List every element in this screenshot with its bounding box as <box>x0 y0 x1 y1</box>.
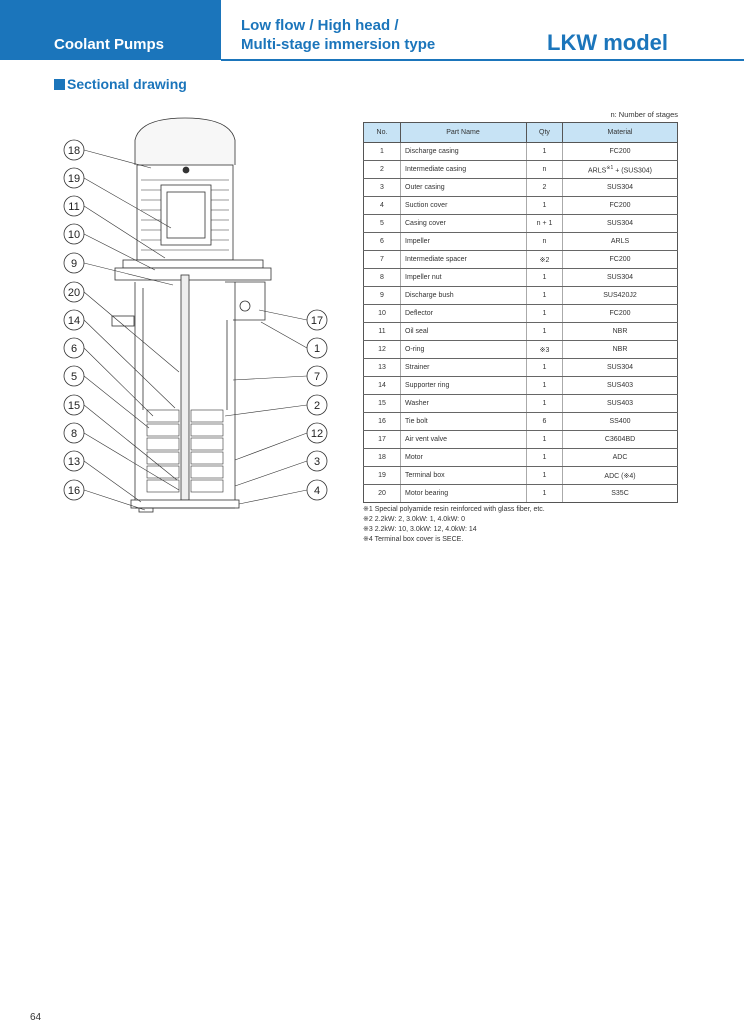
cell-qty: 1 <box>527 287 563 305</box>
sectional-drawing <box>55 110 345 520</box>
cell-no: 9 <box>364 287 401 305</box>
cell-material: SUS403 <box>563 377 678 395</box>
cell-no: 8 <box>364 269 401 287</box>
table-row <box>364 269 678 287</box>
cell-material: FC200 <box>563 143 678 161</box>
header-rule <box>221 59 744 61</box>
callout-label: 18 <box>67 145 81 157</box>
cell-name: Discharge bush <box>401 287 527 305</box>
header-model: LKW model <box>547 30 668 55</box>
table-row <box>364 467 678 485</box>
cell-no: 20 <box>364 485 401 503</box>
table-row <box>364 485 678 503</box>
callout-label: 6 <box>70 343 78 355</box>
callout-label: 15 <box>67 400 81 412</box>
table-row <box>364 377 678 395</box>
table-row <box>364 341 678 359</box>
page-header <box>0 0 744 60</box>
parts-table <box>363 122 678 503</box>
table-row <box>364 143 678 161</box>
table-row <box>364 215 678 233</box>
cell-material: SUS304 <box>563 215 678 233</box>
cell-no: 16 <box>364 413 401 431</box>
callout-label: 10 <box>67 229 81 241</box>
callout-label: 11 <box>68 201 80 213</box>
cell-qty: 1 <box>527 377 563 395</box>
callout-label: 17 <box>310 315 324 327</box>
footnote: ※1 Special polyamide resin reinforced with glass fiber, etc. <box>363 506 545 513</box>
square-bullet-icon <box>54 79 65 90</box>
cell-qty: 1 <box>527 323 563 341</box>
cell-material: SUS304 <box>563 269 678 287</box>
header-qty: Qty <box>527 123 563 143</box>
cell-material: FC200 <box>563 305 678 323</box>
callout-label: 9 <box>70 258 78 270</box>
callout-label: 12 <box>310 428 324 440</box>
cell-qty: 1 <box>527 269 563 287</box>
cell-qty: n <box>527 161 563 179</box>
cell-name: Suction cover <box>401 197 527 215</box>
cell-qty: 1 <box>527 143 563 161</box>
callout-label: 16 <box>67 485 81 497</box>
section-title-text: Sectional drawing <box>67 76 187 92</box>
cell-qty: 1 <box>527 197 563 215</box>
table-row <box>364 251 678 269</box>
cell-no: 19 <box>364 467 401 485</box>
header-subtitle-line2: Multi-stage immersion type <box>241 36 436 53</box>
cell-material: SUS403 <box>563 395 678 413</box>
cell-no: 15 <box>364 395 401 413</box>
callout-label: 19 <box>67 173 81 185</box>
callout-label: 1 <box>313 343 321 355</box>
callout-label: 3 <box>313 456 321 468</box>
cell-material: FC200 <box>563 251 678 269</box>
cell-qty: 1 <box>527 359 563 377</box>
cell-name: Motor <box>401 449 527 467</box>
cell-qty: n + 1 <box>527 215 563 233</box>
table-row <box>364 197 678 215</box>
header-material: Material <box>563 123 678 143</box>
cell-name: Motor bearing <box>401 485 527 503</box>
cell-material: ARLS <box>563 233 678 251</box>
callout-label: 5 <box>70 371 78 383</box>
cell-name: Tie bolt <box>401 413 527 431</box>
table-row <box>364 305 678 323</box>
cell-name: Discharge casing <box>401 143 527 161</box>
cell-name: Oil seal <box>401 323 527 341</box>
table-row <box>364 359 678 377</box>
cell-name: Impeller <box>401 233 527 251</box>
cell-material: ADC <box>563 449 678 467</box>
cell-no: 6 <box>364 233 401 251</box>
callout-label: 7 <box>313 371 321 383</box>
material-footnote-ref: ※1 <box>606 164 614 171</box>
cell-name: Impeller nut <box>401 269 527 287</box>
cell-no: 11 <box>364 323 401 341</box>
cell-name: Washer <box>401 395 527 413</box>
cell-qty: 1 <box>527 395 563 413</box>
footnote: ※2 2.2kW: 2, 3.0kW: 1, 4.0kW: 0 <box>363 516 465 523</box>
callout-label: 13 <box>67 456 81 468</box>
table-header-row <box>364 123 678 143</box>
table-row <box>364 179 678 197</box>
table-note: n: Number of stages <box>610 110 678 119</box>
cell-material: NBR <box>563 323 678 341</box>
header-subtitle <box>241 16 435 54</box>
cell-no: 1 <box>364 143 401 161</box>
callout-17 <box>259 310 327 330</box>
table-row <box>364 395 678 413</box>
cell-qty: 6 <box>527 413 563 431</box>
cell-material: C3604BD <box>563 431 678 449</box>
cell-material: SUS420J2 <box>563 287 678 305</box>
cell-material: SS400 <box>563 413 678 431</box>
cell-name: Casing cover <box>401 215 527 233</box>
callout-label: 8 <box>70 428 78 440</box>
cell-qty: 2 <box>527 179 563 197</box>
cell-no: 12 <box>364 341 401 359</box>
cell-name: Air vent valve <box>401 431 527 449</box>
table-row <box>364 161 678 179</box>
cell-material <box>563 161 678 179</box>
cell-qty: ※2 <box>527 251 563 269</box>
cell-no: 17 <box>364 431 401 449</box>
cell-name: Intermediate casing <box>401 161 527 179</box>
callout-label: 14 <box>67 315 81 327</box>
callout-label: 20 <box>67 287 81 299</box>
callout-7 <box>233 366 327 386</box>
callout-label: 4 <box>313 485 321 497</box>
cell-no: 2 <box>364 161 401 179</box>
cell-material: ADC (※4) <box>563 467 678 485</box>
table-row <box>364 431 678 449</box>
cell-qty: ※3 <box>527 341 563 359</box>
cell-name: Supporter ring <box>401 377 527 395</box>
table-row <box>364 449 678 467</box>
cell-material: SUS304 <box>563 359 678 377</box>
table-row <box>364 287 678 305</box>
cell-name: Intermediate spacer <box>401 251 527 269</box>
cell-no: 14 <box>364 377 401 395</box>
callout-4 <box>239 480 327 504</box>
footnote: ※3 2.2kW: 10, 3.0kW: 12, 4.0kW: 14 <box>363 526 477 533</box>
callout-2 <box>225 395 327 416</box>
footnote: ※4 Terminal box cover is SECE. <box>363 536 464 543</box>
cell-qty: n <box>527 233 563 251</box>
cell-material: S35C <box>563 485 678 503</box>
table-row <box>364 233 678 251</box>
table-row <box>364 323 678 341</box>
cell-name: Terminal box <box>401 467 527 485</box>
cell-no: 7 <box>364 251 401 269</box>
material-text: ARLS <box>588 167 607 175</box>
cell-material: SUS304 <box>563 179 678 197</box>
cell-no: 4 <box>364 197 401 215</box>
callout-14 <box>64 310 175 408</box>
callout-label: 2 <box>313 400 321 412</box>
cell-qty: 1 <box>527 485 563 503</box>
cell-qty: 1 <box>527 431 563 449</box>
cell-material: NBR <box>563 341 678 359</box>
cell-qty: 1 <box>527 305 563 323</box>
material-suffix: + (SUS304) <box>613 167 652 175</box>
cell-name: Outer casing <box>401 179 527 197</box>
cell-no: 13 <box>364 359 401 377</box>
cell-name: Strainer <box>401 359 527 377</box>
cell-no: 5 <box>364 215 401 233</box>
cell-qty: 1 <box>527 449 563 467</box>
cell-material: FC200 <box>563 197 678 215</box>
cell-no: 18 <box>364 449 401 467</box>
cell-no: 10 <box>364 305 401 323</box>
header-no: No. <box>364 123 401 143</box>
cell-qty: 1 <box>527 467 563 485</box>
header-part-name: Part Name <box>401 123 527 143</box>
section-title <box>54 76 187 92</box>
page-number: 64 <box>30 1012 42 1023</box>
cell-name: O-ring <box>401 341 527 359</box>
cell-name: Deflector <box>401 305 527 323</box>
table-row <box>364 413 678 431</box>
header-subtitle-line1: Low flow / High head / <box>241 17 399 34</box>
footnotes <box>363 505 545 545</box>
header-category: Coolant Pumps <box>54 36 165 53</box>
cell-no: 3 <box>364 179 401 197</box>
